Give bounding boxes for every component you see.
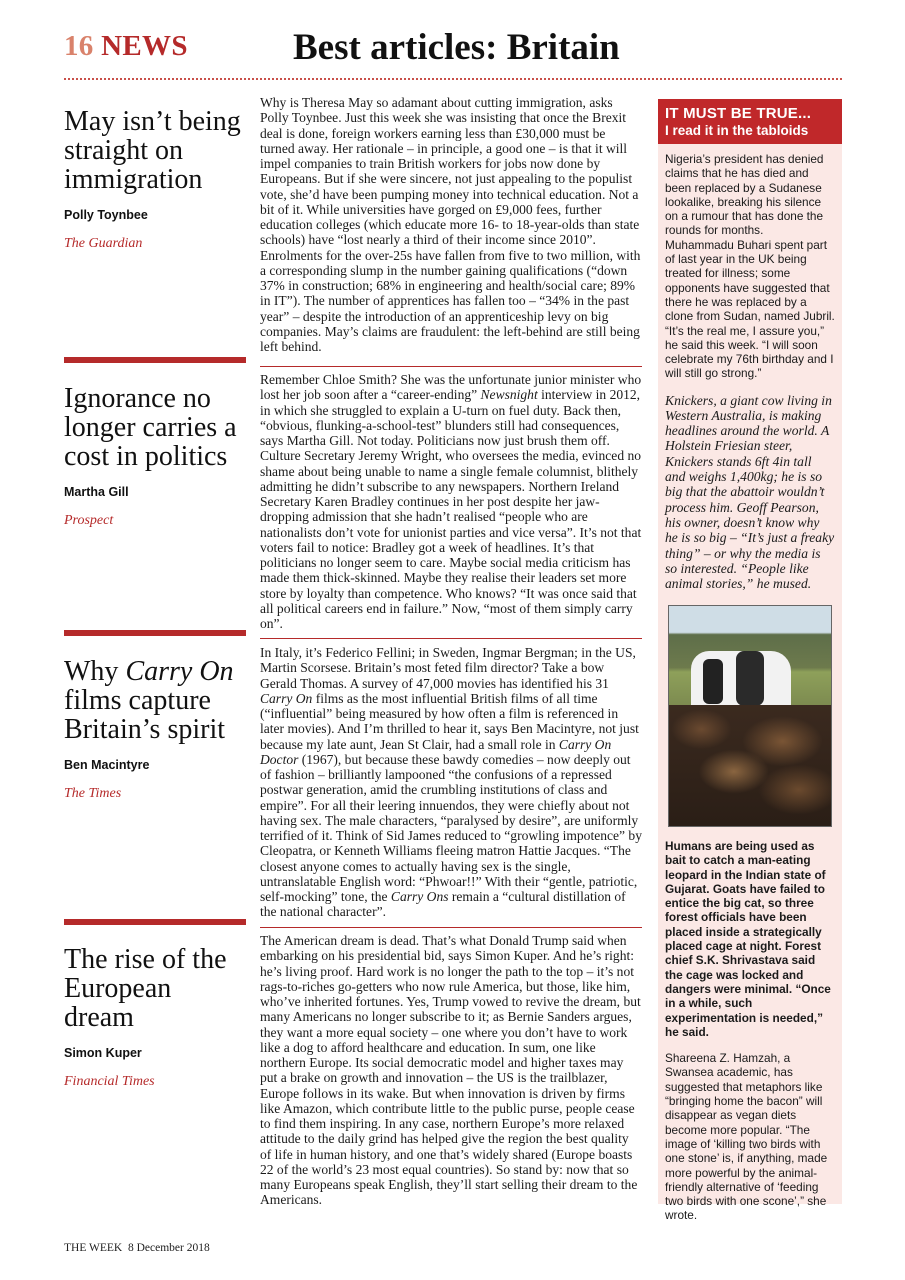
article-author: Ben Macintyre bbox=[64, 758, 150, 772]
text-segment: The rise of the European dream bbox=[64, 944, 227, 1033]
article-source: Prospect bbox=[64, 513, 114, 528]
sidebar-title: IT MUST BE TRUE... bbox=[665, 105, 812, 122]
page-number: 16 bbox=[64, 30, 94, 62]
cow-photo bbox=[668, 605, 832, 827]
text-segment: Why bbox=[64, 656, 126, 687]
text-segment: remain a “cultural distillation of the national character”. bbox=[260, 889, 626, 920]
publication-name: THE WEEK bbox=[64, 1242, 123, 1254]
text-segment: In Italy, it’s Federico Fellini; in Sweden, Ingmar Bergman; in the US, Martin Scorsese. Britain’s most feted film director? Take a bow Gerald Thomas. A survey of 47,000 movies has identified his 31 bbox=[260, 645, 636, 691]
article-divider-bar bbox=[64, 630, 246, 636]
page-title: Best articles: Britain bbox=[293, 27, 620, 68]
sidebar-header bbox=[658, 99, 842, 144]
text-segment: interview in 2012, in which she struggled to explain a U-turn on fuel duty. Back then, “obvious, flunking-a-school-test” blunders still had consequences, says Martha Gill. Not today. Politicians now just brush them off. Culture Secretary Jeremy Wright, who oversees the media, evinced no shame about being unable to name a single female columnist, blithely admitting he didn’t subscribe to any newspapers. Northern Ireland Secretary Karen Bradley continues in her post despite her jaw-dropping admission that she hadn’t realised “people who are nationalists don’t vote for unionist parties and vice versa”. It’s not that voters fail to notice: Bradley got a week of headlines. It’s that politicians no longer seem to care. Maybe social media criticism has made them thick-skinned. Maybe they realise their leaders set more store by loyalty than competence. Who knows? “It was once said that all political careers end in failure.” Now, “most of them simply carry on”. bbox=[260, 387, 642, 631]
text-segment: May isn’t being straight on immigration bbox=[64, 106, 241, 195]
herd-figure bbox=[669, 705, 831, 826]
sidebar-item: Humans are being used as bait to catch a man-eating leopard in the Indian state of Gujarat. Goats have failed to entice the big cat, so three forest officials have been placed inside a strategically placed cage at night. Forest chief S.K. Shrivastava said the cage was locked and dangers were minimal. “Once in a while, such experimentation is needed,” he said. bbox=[665, 839, 831, 1039]
text-segment: Ignorance no longer carries a cost in politics bbox=[64, 383, 237, 472]
page-footer bbox=[64, 1242, 210, 1254]
italic-text: Carry On bbox=[260, 690, 313, 706]
dotted-divider bbox=[64, 78, 842, 80]
article-author: Simon Kuper bbox=[64, 1046, 142, 1060]
article-headline bbox=[64, 657, 246, 744]
italic-text: Carry On bbox=[125, 656, 234, 687]
article-source: The Times bbox=[64, 786, 122, 801]
tabloid-sidebar bbox=[658, 99, 842, 1223]
article-headline bbox=[64, 384, 246, 471]
article-divider-bar bbox=[64, 357, 246, 363]
article-divider-rule bbox=[260, 638, 642, 639]
issue-date: 8 December 2018 bbox=[127, 1242, 210, 1254]
article-body bbox=[260, 95, 642, 354]
sidebar-item: Knickers, a giant cow living in Western Australia, is making headlines around the world. A Holstein Friesian steer, Knickers stands 6ft 4in tall and weighs 1,400kg; he is so big that the abattoir wouldn’t process him. Geoff Pearson, his owner, doesn’t know why he is so big – “It’s just a freaky thing” – or why the media is so interested. “People like animal stories,” he mused. bbox=[665, 392, 835, 592]
italic-text: Carry On Doctor bbox=[260, 736, 612, 767]
article-divider-rule bbox=[260, 366, 642, 367]
article-source: Financial Times bbox=[64, 1074, 155, 1089]
text-segment: Why is Theresa May so adamant about cutting immigration, asks Polly Toynbee. Just this week she was insisting that once the Brexit deal is done, foreign workers earning less than £30,000 must be turned away. Her rationale – in principle, a good one – is that it will impel companies to train British workers for jobs now done by Europeans. But if she were sincere, not just appealing to the populist vote, she’d have been pumping money into technical education. Not a bit of it. While universities have gorged on £9,000 fees, further education colleges (which educate more 16- to 18-year-olds than state schools) have “lost nearly a third of their income since 2010”. Enrolments for the over-25s have fallen from five to two million, with a corresponding slump in the number gaining qualifications (“down 37% in construction; 68% in engineering and health/social care; 89% in IT”). The number of apprentices has fallen too – “34% in the past year” – despite the introduction of an apprenticeship levy on big companies. May’s claims are fraudulent: the left-behind are still being left behind. bbox=[260, 95, 641, 354]
italic-text: Newsnight bbox=[480, 387, 538, 403]
text-segment: Remember Chloe Smith? She was the unfortunate junior minister who lost her job soon after a “career-ending” bbox=[260, 372, 642, 403]
text-segment: films capture Britain’s spirit bbox=[64, 685, 225, 745]
sidebar-item: Nigeria’s president has denied claims that he has died and been replaced by a Sudanese lookalike, breaking his silence on a rumour that has done the rounds for months. Muhammadu Buhari spent part of last year in the UK being treated for illness; some opponents have suggested that there he was replaced by a clone from Sudan, named Jubril. “It’s the real me, I assure you,” he said this week. “I will soon celebrate my 76th birthday and I will still go strong.” bbox=[665, 152, 835, 381]
article-source: The Guardian bbox=[64, 236, 143, 251]
text-segment: films as the most influential British films of all time (“influential” being measured by how often a film is referenced in later movies). And I’m thrilled to hear it, says Ben Macintyre, not just because my late aunt, Jean St Clair, had a small role in bbox=[260, 690, 639, 752]
article-divider-rule bbox=[260, 927, 642, 928]
page-folio bbox=[64, 30, 188, 63]
article-body bbox=[260, 372, 642, 631]
sidebar-item: Shareena Z. Hamzah, a Swansea academic, has suggested that metaphors like “bringing home the bacon” will disappear as vegan diets become more popular. “The image of ‘killing two birds with one stone’ is, if anything, made more powerful by the animal-friendly alternative of ‘feeding two birds with one scone’,” she wrote. bbox=[665, 1051, 828, 1223]
text-segment: The American dream is dead. That’s what Donald Trump said when embarking on his presidential bid, says Simon Kuper. And he’s right: he’s living proof. Hard work is no longer the path to the top – it’s not rags-to-riches go-getters who now rule America, but those, like him, who’ve inherited fortunes. Yes, Trump vowed to revive the dream, but many Americans no longer subscribe to it; as Bernie Sanders argues, they want a more equal society – one where you don’t have to work like a dog to afford healthcare and education. In sum, one like northern Europe. Its social democratic model and higher taxes may put a brake on growth and innovation – the US is the trailblazer, Europe follows in its wake. But when innovation is driven by firms like Amazon, which contribute little to the public purse, people cease to find them inspiring. In any case, northern Europe’s more relaxed attitude to the daily grind has helped give the region the best quality of life in human history, and one that’s widely shared (Europe boasts 22 of the world’s 23 most equal countries). So stand by: now that so many Europeans speak English, they’ll start selling their dream to the Americans. bbox=[260, 933, 641, 1208]
article-headline bbox=[64, 107, 246, 194]
text-segment: (1967), but because these bawdy comedies – now deeply out of fashion – brilliantly lampooned “the confusions of a repressed postwar generation, amid the crumbling institutions of class and empire”. For all their leering innuendos, they were chiefly about not having sex. The male characters, “paralysed by desire”, are uniformly terrified of it. Think of Sid James reduced to “growling impotence” by Cleopatra, or Kenneth Williams fleeing matron Hattie Jacques. “The closest anyone comes to actually having sex is the single, untranslatable English word: “Phwoar!!” With their “gentle, patriotic, self-mocking” tone, the bbox=[260, 751, 642, 904]
article-body bbox=[260, 933, 642, 1208]
article-author: Polly Toynbee bbox=[64, 208, 148, 222]
article-headline bbox=[64, 945, 246, 1032]
sidebar-subtitle: I read it in the tabloids bbox=[665, 123, 809, 138]
italic-text: Carry Ons bbox=[390, 889, 449, 904]
article-author: Martha Gill bbox=[64, 485, 129, 499]
article-body bbox=[260, 645, 642, 920]
section-label: NEWS bbox=[101, 30, 188, 62]
article-divider-bar bbox=[64, 919, 246, 925]
